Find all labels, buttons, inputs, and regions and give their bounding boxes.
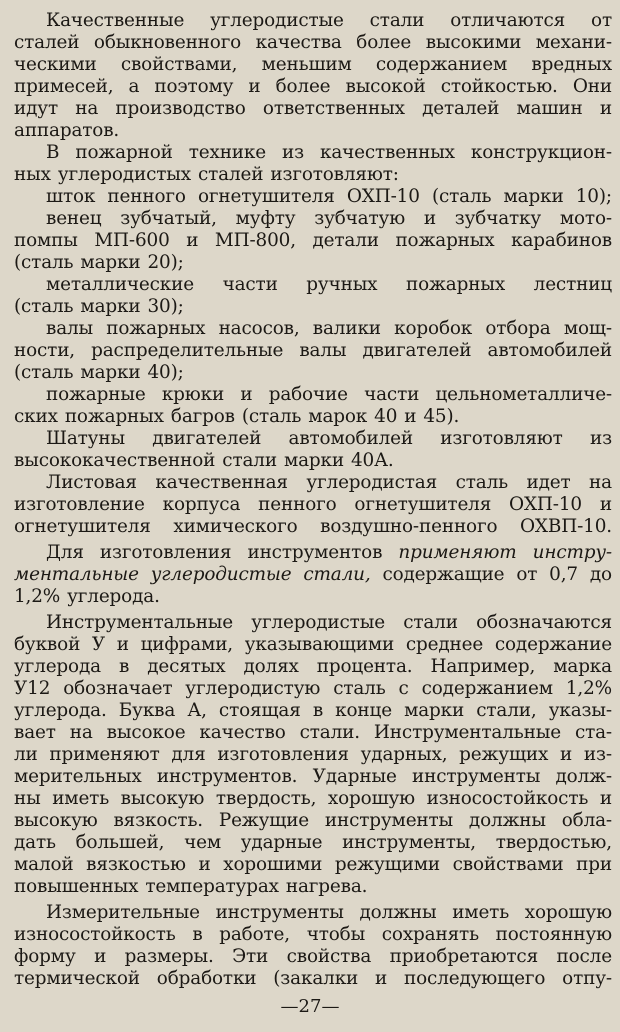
- word: ОХП-10: [509, 494, 582, 515]
- text-line: [14, 968, 612, 990]
- word: и: [423, 208, 436, 229]
- word: огнетушителя: [14, 516, 151, 537]
- word: сталей: [14, 32, 80, 53]
- word: Ударные: [312, 766, 397, 787]
- word: высокими: [425, 32, 522, 53]
- word: огнетушителя: [197, 186, 335, 207]
- word: лестниц: [533, 274, 612, 295]
- text-line: [14, 384, 612, 406]
- word: стоящая: [218, 700, 301, 721]
- word: хорошими: [223, 854, 323, 875]
- word: твердостью,: [495, 832, 612, 853]
- page-number: —27—: [280, 996, 340, 1017]
- text-line: [14, 854, 612, 876]
- word: пожарных: [406, 274, 506, 295]
- word: производство: [115, 98, 246, 119]
- text-line: [14, 472, 612, 494]
- word: долж-: [555, 766, 612, 787]
- text-line: [14, 634, 612, 656]
- word: зубчатку: [454, 208, 542, 229]
- text-line: [14, 164, 612, 186]
- word: аппаратов.: [14, 120, 120, 141]
- word: 40: [374, 406, 398, 427]
- word: форму: [14, 946, 76, 967]
- word: дать: [14, 832, 56, 853]
- word: 40А.: [350, 450, 394, 471]
- word: на: [69, 722, 93, 743]
- word: углерода.: [14, 700, 107, 721]
- word: ударных,: [360, 744, 448, 765]
- word: десятых: [147, 656, 226, 677]
- text-line: [14, 876, 612, 898]
- word: мощ-: [563, 318, 612, 339]
- word: температурах: [145, 876, 279, 897]
- word: деталей: [422, 98, 500, 119]
- word: марка: [553, 656, 612, 677]
- word: нагрева.: [285, 876, 368, 897]
- word: применяют: [49, 744, 160, 765]
- word: размеры.: [124, 946, 214, 967]
- word: на: [589, 472, 612, 493]
- word: и: [599, 494, 612, 515]
- word: в: [118, 656, 130, 677]
- word: содержанием: [421, 678, 553, 699]
- word: и: [240, 384, 253, 405]
- word: (сталь: [431, 186, 492, 207]
- text-line: [14, 142, 612, 164]
- word: коробок: [394, 318, 473, 339]
- text-line: [14, 586, 612, 608]
- word: ментальные: [14, 564, 139, 585]
- text-line: [14, 230, 612, 252]
- word: багров: [170, 406, 235, 427]
- text-line: [14, 542, 612, 564]
- word: до: [589, 564, 612, 585]
- word: углерода: [14, 656, 101, 677]
- word: от: [516, 564, 538, 585]
- word: вредных: [531, 54, 612, 75]
- word: термической: [14, 968, 140, 989]
- word: обла-: [561, 810, 612, 831]
- word: стойкостью.: [440, 76, 558, 97]
- word: насосов,: [218, 318, 300, 339]
- word: от: [591, 10, 612, 31]
- word: шток: [46, 186, 96, 207]
- word: и: [116, 634, 129, 655]
- word: корпуса: [162, 494, 241, 515]
- word: части: [222, 274, 278, 295]
- text-line: [14, 924, 612, 946]
- word: технике: [188, 142, 266, 163]
- word: автомобилей: [487, 340, 612, 361]
- word: малой: [14, 854, 74, 875]
- word: 0,7: [549, 564, 578, 585]
- word: обозначает: [63, 678, 173, 699]
- word: и: [248, 76, 261, 97]
- text-line: [14, 428, 612, 450]
- word: углеродистые: [150, 564, 292, 585]
- word: ответственных: [262, 98, 405, 119]
- word: иметь: [452, 902, 510, 923]
- word: высокой: [345, 76, 426, 97]
- word: буквой: [14, 634, 81, 655]
- word: углеродистые: [210, 10, 344, 31]
- word: указы-: [548, 700, 612, 721]
- word: приобретаются: [389, 946, 539, 967]
- word: вязкостью: [86, 854, 186, 875]
- word: изготовления: [217, 744, 349, 765]
- word: инструменты: [412, 766, 541, 787]
- text-line: [14, 186, 612, 208]
- text-line: [14, 612, 612, 634]
- word: качества: [255, 32, 342, 53]
- word: цифрами,: [140, 634, 234, 655]
- word: и: [599, 788, 612, 809]
- word: хорошую: [327, 788, 416, 809]
- word: (сталь: [14, 296, 74, 317]
- word: углерода.: [67, 586, 160, 607]
- word: марки: [80, 362, 141, 383]
- word: режущих: [459, 744, 549, 765]
- word: ударные: [240, 832, 323, 853]
- word: вязкость.: [113, 810, 204, 831]
- word: сталь: [455, 472, 508, 493]
- word: высокое: [106, 722, 186, 743]
- word: изготовляют:: [270, 164, 399, 185]
- word: долях: [243, 656, 299, 677]
- word: валики: [312, 318, 381, 339]
- word: Для: [46, 542, 84, 563]
- word: распределительные: [91, 340, 284, 361]
- word: металлические: [46, 274, 194, 295]
- word: высокую: [120, 788, 205, 809]
- word: ста-: [574, 722, 612, 743]
- word: и: [94, 946, 107, 967]
- text-line: [14, 54, 612, 76]
- text-line: [14, 656, 612, 678]
- word: помпы: [14, 230, 78, 251]
- word: свойствами,: [120, 54, 238, 75]
- text-line: [14, 362, 612, 384]
- word: 20);: [147, 252, 184, 273]
- text-line: [14, 678, 612, 700]
- word: пенного: [258, 494, 337, 515]
- text-line: [14, 450, 612, 472]
- text-line: [14, 494, 612, 516]
- word: ОХВП-10.: [519, 516, 612, 537]
- text-line: [14, 340, 612, 362]
- word: с: [398, 678, 409, 699]
- word: повышенных: [14, 876, 139, 897]
- word: 1,2%: [14, 586, 61, 607]
- word: на: [75, 98, 99, 119]
- word: чем: [184, 832, 221, 853]
- word: после: [556, 946, 612, 967]
- word: (сталь: [14, 252, 74, 273]
- word: для: [171, 744, 206, 765]
- word: обыкновенного: [93, 32, 242, 53]
- text-line: [14, 406, 612, 428]
- word: стали: [369, 10, 425, 31]
- word: сталь: [333, 678, 386, 699]
- word: при: [576, 854, 612, 875]
- word: зубчатую: [314, 208, 406, 229]
- word: инструментов: [247, 542, 383, 563]
- word: У: [91, 634, 106, 655]
- word: У12: [14, 678, 51, 699]
- text-line: [14, 564, 612, 586]
- word: огнетушителя: [354, 494, 492, 515]
- word: свойства: [286, 946, 372, 967]
- word: более: [356, 32, 412, 53]
- word: муфту: [235, 208, 296, 229]
- word: износостойкость: [426, 788, 589, 809]
- word: 45).: [423, 406, 460, 427]
- word: марок: [308, 406, 368, 427]
- word: крюки: [161, 384, 225, 405]
- word: сохранять: [381, 924, 479, 945]
- word: инстру-: [532, 542, 612, 563]
- word: двигателей: [152, 428, 262, 449]
- word: стали,: [476, 700, 537, 721]
- word: стали,: [303, 564, 371, 585]
- text-line: [14, 120, 612, 142]
- word: марки: [404, 700, 465, 721]
- word: из: [281, 142, 304, 163]
- word: конце: [335, 700, 392, 721]
- word: ли: [14, 744, 38, 765]
- word: конструкцион-: [470, 142, 612, 163]
- word: Они: [572, 76, 612, 97]
- word: стали: [403, 612, 458, 633]
- word: ны: [14, 788, 41, 809]
- word: указывающими: [244, 634, 395, 655]
- word: в: [312, 700, 324, 721]
- word: и: [186, 230, 199, 251]
- word: качество: [199, 722, 286, 743]
- word: МП-800,: [214, 230, 296, 251]
- text-line: [14, 208, 612, 230]
- word: идет: [526, 472, 571, 493]
- word: отличаются: [450, 10, 566, 31]
- word: пожарной: [75, 142, 173, 163]
- word: изготовления: [99, 542, 232, 563]
- word: пожарных: [106, 318, 206, 339]
- word: из: [590, 428, 612, 449]
- word: стали.: [299, 722, 360, 743]
- text-line: [14, 744, 612, 766]
- word: обработки: [156, 968, 257, 989]
- word: высококачественной: [14, 450, 216, 471]
- word: отпу-: [562, 968, 612, 989]
- word: Измерительные: [46, 902, 200, 923]
- word: а: [128, 76, 140, 97]
- word: цельнометалличе-: [435, 384, 612, 405]
- text-line: [14, 98, 612, 120]
- text-line: [14, 76, 612, 98]
- word: ности,: [14, 340, 76, 361]
- text-line: [14, 252, 612, 274]
- word: (сталь: [241, 406, 302, 427]
- word: воздушно-пенного: [320, 516, 498, 537]
- word: высокую: [14, 810, 98, 831]
- word: большей,: [75, 832, 165, 853]
- word: валы: [299, 340, 347, 361]
- word: изготовление: [14, 494, 145, 515]
- word: содержание: [494, 634, 612, 655]
- word: и: [560, 744, 573, 765]
- word: пожарных: [64, 406, 164, 427]
- word: части: [364, 384, 420, 405]
- word: хорошую: [524, 902, 612, 923]
- word: иметь: [52, 788, 110, 809]
- word: марки: [283, 450, 344, 471]
- text-line: [14, 274, 612, 296]
- word: пожарные: [46, 384, 146, 405]
- word: 30);: [147, 296, 184, 317]
- word: карабинов: [511, 230, 612, 251]
- text-line: [14, 788, 612, 810]
- word: венец: [46, 208, 102, 229]
- word: более: [275, 76, 331, 97]
- word: содержащие: [382, 564, 505, 585]
- text-line: [14, 10, 612, 32]
- word: инструментов.: [156, 766, 298, 787]
- word: Инструментальные: [373, 722, 561, 743]
- word: должны: [468, 810, 546, 831]
- word: сталей: [197, 164, 264, 185]
- word: углеродистых: [57, 164, 191, 185]
- word: Качественные: [46, 10, 185, 31]
- word: поэтому: [154, 76, 234, 97]
- word: в: [192, 924, 203, 945]
- word: (закалки: [273, 968, 359, 989]
- text-line: [14, 516, 612, 538]
- text-line: [14, 832, 612, 854]
- word: рабочие: [268, 384, 348, 405]
- word: Инструментальные: [46, 612, 234, 633]
- word: применяют: [398, 542, 517, 563]
- word: последующего: [404, 968, 546, 989]
- word: чтобы: [306, 924, 366, 945]
- word: ских: [14, 406, 58, 427]
- word: качественная: [155, 472, 288, 493]
- word: детали: [312, 230, 379, 251]
- word: мерительных: [14, 766, 142, 787]
- word: А,: [187, 700, 207, 721]
- word: свойствами: [452, 854, 564, 875]
- word: качественных: [319, 142, 455, 163]
- word: постоянную: [495, 924, 612, 945]
- word: химического: [173, 516, 298, 537]
- word: пенного: [107, 186, 186, 207]
- word: В: [46, 142, 60, 163]
- word: Режущие: [218, 810, 310, 831]
- word: 1,2%: [565, 678, 612, 699]
- word: работе,: [219, 924, 290, 945]
- word: Листовая: [46, 472, 137, 493]
- text-line: [14, 810, 612, 832]
- text-line: [14, 766, 612, 788]
- word: и: [599, 98, 612, 119]
- word: углеродистую: [185, 678, 321, 699]
- word: износостойкость: [14, 924, 176, 945]
- word: меньшим: [261, 54, 352, 75]
- word: валы: [46, 318, 94, 339]
- word: Эти: [232, 946, 269, 967]
- word: марки: [80, 296, 141, 317]
- word: стали: [222, 450, 277, 471]
- text-line: [14, 318, 612, 340]
- word: ных: [14, 164, 51, 185]
- word: (сталь: [14, 362, 74, 383]
- word: ручных: [306, 274, 378, 295]
- word: и: [198, 854, 211, 875]
- word: режущими: [334, 854, 440, 875]
- word: 10);: [575, 186, 612, 207]
- word: Например,: [430, 656, 536, 677]
- word: пожарных: [395, 230, 495, 251]
- word: двигателей: [362, 340, 472, 361]
- word: углеродистая: [306, 472, 438, 493]
- word: зубчатый,: [120, 208, 217, 229]
- word: углеродистые: [251, 612, 385, 633]
- word: содержанием: [375, 54, 508, 75]
- word: изготовляют: [440, 428, 563, 449]
- word: инструменты: [324, 810, 454, 831]
- word: МП-600: [94, 230, 170, 251]
- word: ческими: [14, 54, 97, 75]
- word: твердость,: [215, 788, 317, 809]
- word: марки: [503, 186, 564, 207]
- word: должны: [359, 902, 437, 923]
- word: машин: [516, 98, 583, 119]
- text-line: [14, 32, 612, 54]
- word: примесей,: [14, 76, 114, 97]
- word: инструменты: [215, 902, 344, 923]
- word: вает: [14, 722, 56, 743]
- text-line: [14, 946, 612, 968]
- word: марки: [80, 252, 141, 273]
- word: 40);: [147, 362, 184, 383]
- word: инструменты,: [342, 832, 476, 853]
- word: ОХП-10: [346, 186, 420, 207]
- word: и: [375, 968, 388, 989]
- word: идут: [14, 98, 58, 119]
- text-line: [14, 296, 612, 318]
- word: процента.: [316, 656, 413, 677]
- word: Шатуны: [46, 428, 125, 449]
- word: отбора: [485, 318, 551, 339]
- word: обозначаются: [476, 612, 612, 633]
- word: из-: [583, 744, 612, 765]
- word: механи-: [535, 32, 612, 53]
- word: автомобилей: [288, 428, 413, 449]
- text-line: [14, 902, 612, 924]
- word: мото-: [559, 208, 612, 229]
- text-line: [14, 700, 612, 722]
- word: Буква: [118, 700, 176, 721]
- text-line: [14, 722, 612, 744]
- word: среднее: [405, 634, 484, 655]
- word: и: [404, 406, 417, 427]
